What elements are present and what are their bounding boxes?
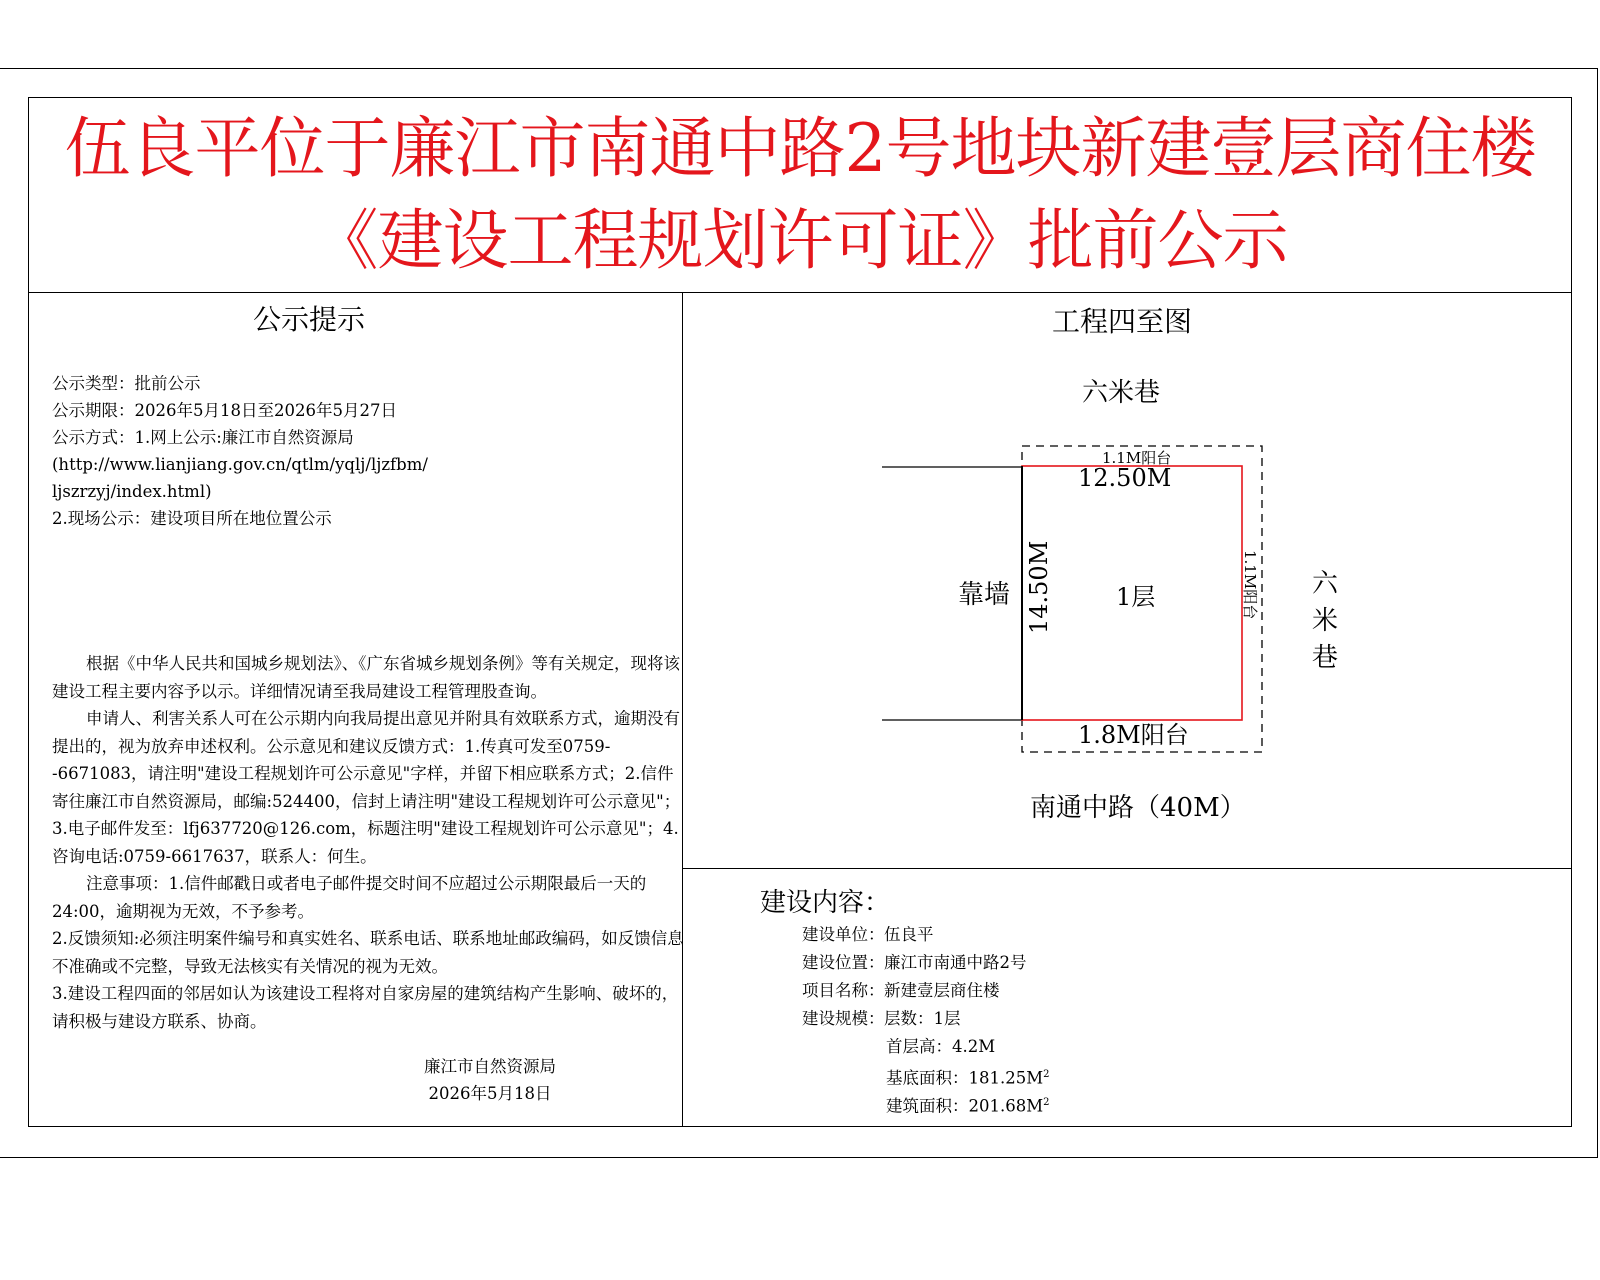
floor-count-label: 1层 [1116,583,1156,611]
project-name-value: 新建壹层商住楼 [884,981,1000,1000]
notice-onsite: 2.现场公示：建设项目所在地位置公示 [52,509,332,528]
notice-method: 公示方式：1.网上公示:廉江市自然资源局 [52,428,354,447]
notice-heading: 公示提示 [253,303,366,336]
scale-key: 建设规模： [802,1009,885,1028]
content-base-area [886,1061,1050,1092]
base-area-unit-sup: 2 [1043,1069,1050,1080]
west-side-label: 靠墙 [958,580,1011,610]
base-area-value: 基底面积：181.25M [886,1068,1044,1088]
build-area-value: 建筑面积：201.68M [886,1096,1044,1116]
content-heading: 建设内容： [760,888,891,918]
build-area-unit-sup: 2 [1043,1097,1050,1108]
notice-url-1: (http://www.lianjiang.gov.cn/qtlm/yqlj/ljzfbm/ [52,455,428,474]
unit-key: 建设单位： [802,925,885,944]
width-label: 12.50M [1078,464,1172,492]
top-balcony-label: 1.1M阳台 [1102,449,1172,467]
content-height: 首层高：4.2M [886,1037,996,1056]
notice-paragraph: 根据《中华人民共和国城乡规划法》、《广东省城乡规划条例》等有关规定，现将该建设工程主要内容予以示。详细情况请至我局建设工程管理股查询。 [52,654,680,701]
location-key: 建设位置： [802,953,885,972]
floors-value: 层数：1层 [884,1009,961,1028]
page-title-line1: 伍良平位于廉江市南通中路2号地块新建壹层商住楼 [64,110,1536,187]
south-road-label: 南通中路（40M） [1030,793,1246,823]
diagram-heading: 工程四至图 [1052,305,1193,338]
page-title-line2: 《建设工程规划许可证》批前公示 [312,202,1288,279]
issue-date: 2026年5月18日 [428,1084,552,1103]
content-build-area [886,1089,1050,1120]
notice-paragraph: 申请人、利害关系人可在公示期内向我局提出意见并附具有效联系方式，逾期没有提出的，视为放弃申述权利。公示意见和建议反馈方式：1.传真可发至0759--6671083，请注明"建设工程规划许可公示意见"字样，并留下相应联系方式；2.信件寄往廉江市自然资源局，邮编:524400，信封上请注明"建设工程规划许可公示意见"；3.电子邮件发至：lfj637720@126.com，标题注明"建设工程规划许可公示意见"；4.咨询电话:0759-6617637，联系人：何生。 [52,709,681,866]
content-location [802,949,1027,977]
content-unit [802,921,934,949]
issuer-org: 廉江市自然资源局 [424,1057,556,1076]
project-name-key: 项目名称： [802,981,885,1000]
depth-label: 14.50M [1025,540,1053,634]
north-road-label: 六米巷 [1082,378,1161,408]
notice-url-2: ljszrzyj/index.html) [52,482,212,501]
right-balcony-label: 1.1M阳台 [1241,550,1259,620]
notice-paragraph: 3.建设工程四面的邻居如认为该建设工程将对自家房屋的建筑结构产生影响、破坏的，请积极与建设方联系、协商。 [52,984,679,1031]
east-road-text: 六米巷 [1311,569,1338,673]
notice-paragraph: 2.反馈须知:必须注明案件编号和真实姓名、联系电话、联系地址邮政编码，如反馈信息不准确或不完整，导致无法核实有关情况的视为无效。 [52,929,684,976]
notice-period: 公示期限：2026年5月18日至2026年5月27日 [52,401,397,420]
location-value: 廉江市南通中路2号 [884,953,1027,972]
content-project-name [802,977,1000,1005]
notice-paragraph: 注意事项：1.信件邮戳日或者电子邮件提交时间不应超过公示期限最后一天的24:00，逾期视为无效，不予参考。 [52,874,647,921]
unit-value: 伍良平 [884,925,934,944]
notice-type: 公示类型：批前公示 [52,374,201,393]
content-scale [802,1005,961,1033]
bottom-balcony-label: 1.8M阳台 [1078,721,1189,749]
